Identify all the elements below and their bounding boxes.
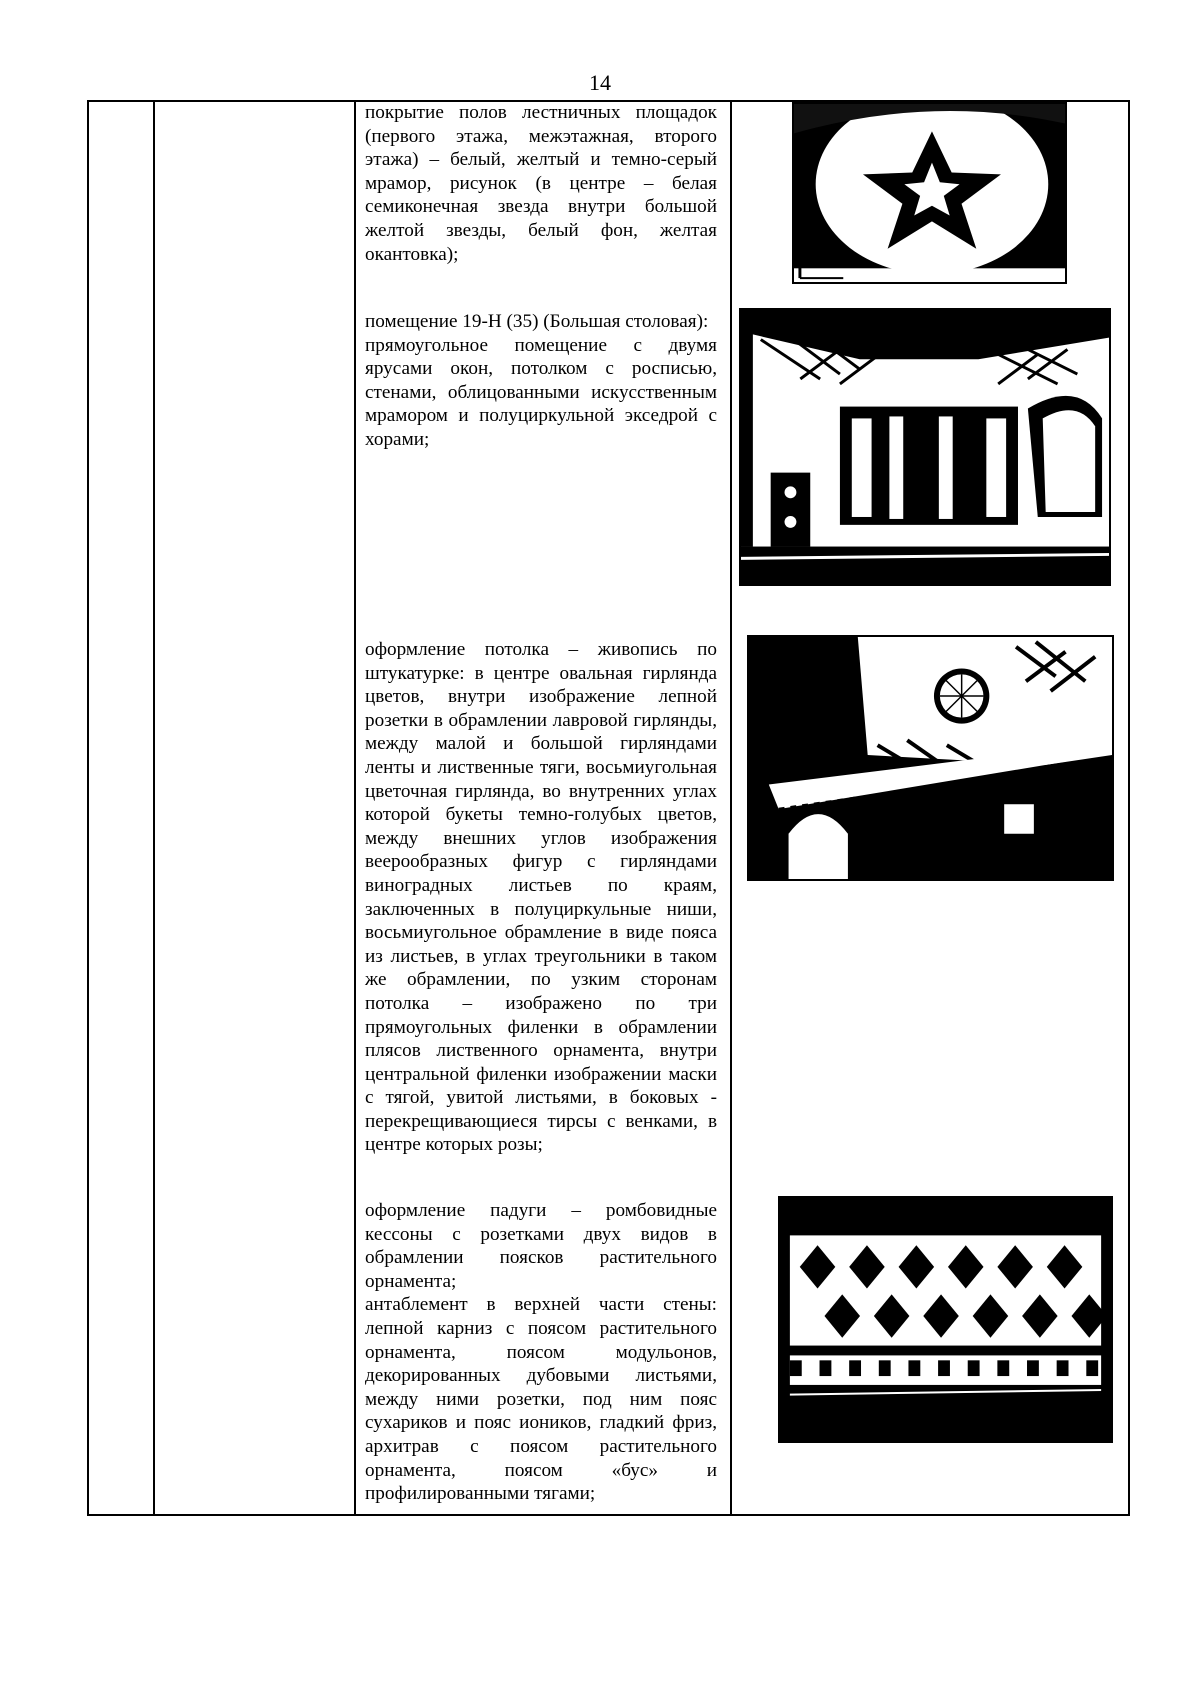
column-divider-2 <box>354 102 356 1514</box>
paragraph: оформление потолка – живопись по штукатурке: в центре овальная гирлянда цветов, внутри изображение лепной розетки в обрамлении лавровой гирлянды, между малой и большой гирляндами ленты и лиственные тяги, восьмиугольная цветочная гирлянда, во внутренних углах которой букеты темно-голубых цветов, между внешних углов изображения веерообразных фигур с гирляндами виноградных листьев по краям, заключенных в полуциркульные ниши, восьмиугольное обрамление в виде пояса из листьев, в углах треугольники в таком же обрамлении, по узким сторонам потолка – изображено по три прямоугольных филенки в обрамлении плясов лиственного орнамента, внутри центральной филенки изображении маски с тягой, увитой листьями, в боковых - перекрещивающиеся тирсы с венками, в центре которых розы; <box>365 639 717 1156</box>
entry-ceiling-decoration <box>365 638 717 1157</box>
paragraph: оформление падуги – ромбовидные кессоны с розетками двух видов в обрамлении поясков растительного орнамента; <box>365 1200 717 1292</box>
paragraph: помещение 19-Н (35) (Большая столовая): <box>365 311 709 332</box>
photo-floor-star-pattern <box>792 102 1067 284</box>
photo-painted-ceiling <box>747 635 1114 881</box>
paragraph: прямоугольное помещение с двумя ярусами окон, потолком с росписью, стенами, облицованными искусственным мрамором и полуциркульной экседрой с хорами; <box>365 334 717 450</box>
entry-big-dining-room <box>365 310 717 452</box>
photo-dining-room-interior <box>739 308 1111 586</box>
entry-floor-covering <box>365 101 717 266</box>
paragraph: антаблемент в верхней части стены: лепной карниз с поясом растительного орнамента, поясом модульонов, декорированных дубовыми листьями, между ними розетки, под ним пояс сухариков и пояс иоников, гладкий фриз, архитрав с поясом растительного орнамента, поясом «бус» и профилированными тягами; <box>365 1294 717 1505</box>
entry-padug-entablature <box>365 1199 717 1506</box>
column-divider-1 <box>153 102 155 1514</box>
paragraph: покрытие полов лестничных площадок (первого этажа, межэтажная, второго этажа) – белый, желтый и темно-серый мрамор, рисунок (в центре – белая семиконечная звезда внутри большой желтой звезды, белый фон, желтая окантовка); <box>365 102 717 265</box>
page-number: 14 <box>589 70 611 95</box>
column-divider-3 <box>730 102 732 1514</box>
photo-coffered-cornice <box>778 1196 1113 1443</box>
